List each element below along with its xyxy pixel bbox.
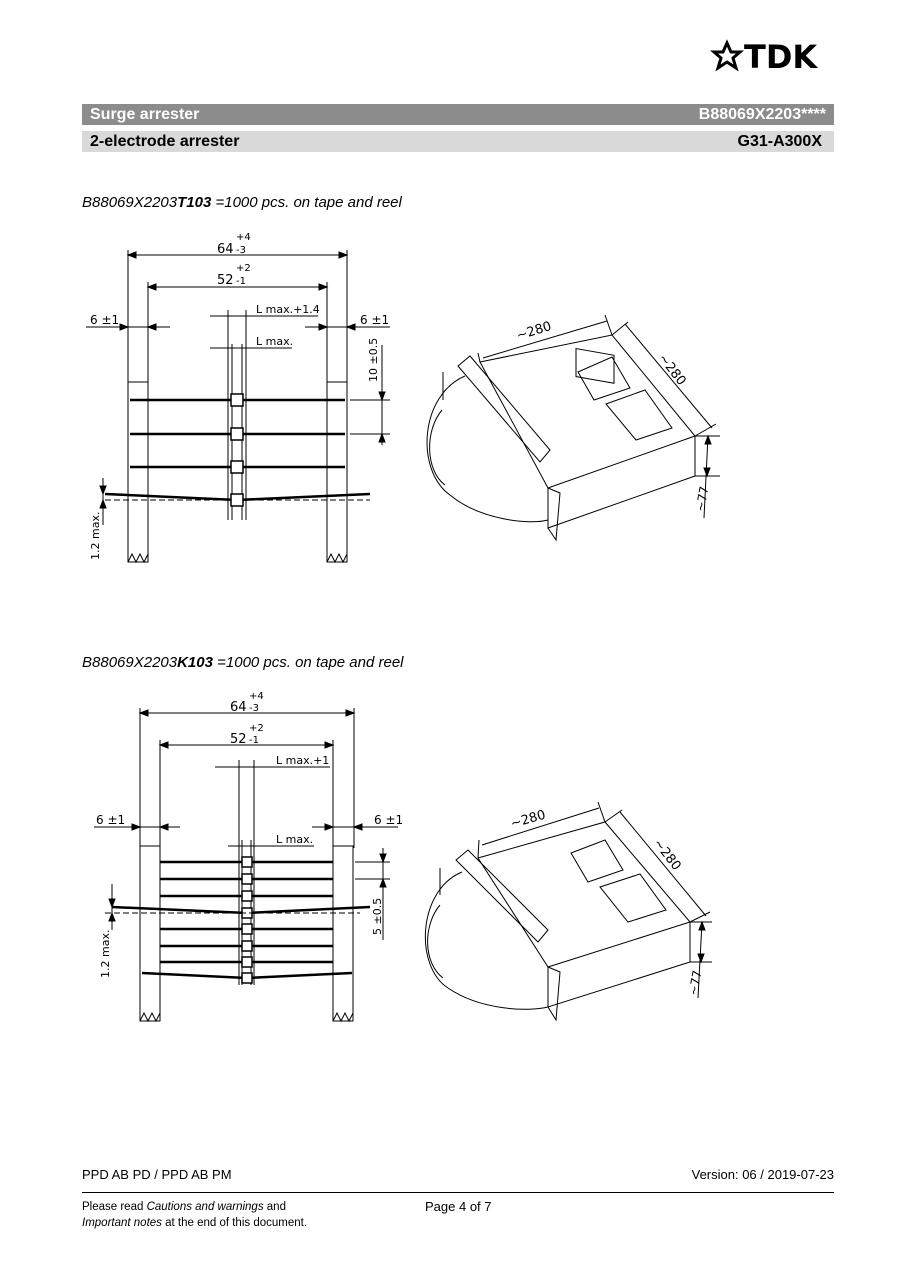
svg-text:64: 64 [217, 242, 234, 257]
svg-text:+4: +4 [236, 232, 251, 243]
svg-text:1.2 max.: 1.2 max. [89, 511, 102, 560]
caption-k103: B88069X2203K103 =1000 pcs. on tape and reel [82, 654, 404, 671]
svg-text:L max.+1: L max.+1 [276, 754, 330, 767]
svg-text:-1: -1 [236, 276, 246, 287]
svg-text:~280: ~280 [514, 319, 554, 344]
series: G31-A300X [737, 133, 822, 150]
footer-department: PPD AB PD / PPD AB PM [82, 1167, 232, 1182]
svg-text:~280: ~280 [508, 807, 548, 832]
svg-text:~77: ~77 [693, 485, 712, 513]
svg-text:6 ±1: 6 ±1 [96, 813, 126, 827]
svg-text:+2: +2 [236, 263, 251, 274]
svg-text:1.2 max.: 1.2 max. [99, 929, 112, 978]
svg-text:6 ±1: 6 ±1 [360, 313, 390, 327]
svg-text:52: 52 [217, 273, 234, 288]
caption-t103: B88069X2203T103 =1000 pcs. on tape and reel [82, 194, 402, 211]
svg-text:6 ±1: 6 ±1 [374, 813, 404, 827]
svg-text:64: 64 [230, 700, 247, 715]
subtype: 2-electrode arrester [90, 133, 240, 150]
svg-text:~280: ~280 [654, 351, 689, 389]
footer-version: Version: 06 / 2019-07-23 [691, 1167, 834, 1182]
logo-text: TDK [744, 38, 818, 74]
svg-text:~77: ~77 [686, 969, 705, 997]
svg-text:+4: +4 [249, 691, 264, 702]
svg-text:L max.: L max. [276, 833, 314, 846]
svg-text:-3: -3 [249, 703, 259, 714]
svg-text:5 ±0.5: 5 ±0.5 [371, 897, 384, 935]
svg-text:L max.+1.4: L max.+1.4 [256, 303, 320, 316]
svg-text:52: 52 [230, 732, 247, 747]
product-type: Surge arrester [90, 106, 200, 123]
svg-text:L max.: L max. [256, 335, 294, 348]
footer-note: Please read Cautions and warnings and Important notes at the end of this document. [82, 1201, 308, 1229]
svg-text:6 ±1: 6 ±1 [90, 313, 120, 327]
svg-text:~280: ~280 [649, 836, 684, 874]
footer-page-number: Page 4 of 7 [425, 1199, 492, 1214]
svg-text:-3: -3 [236, 245, 246, 256]
svg-text:10 ±0.5: 10 ±0.5 [367, 337, 380, 382]
part-number: B88069X2203**** [698, 106, 826, 123]
svg-text:+2: +2 [249, 723, 264, 734]
footer-divider [82, 1192, 834, 1193]
svg-text:-1: -1 [249, 735, 259, 746]
